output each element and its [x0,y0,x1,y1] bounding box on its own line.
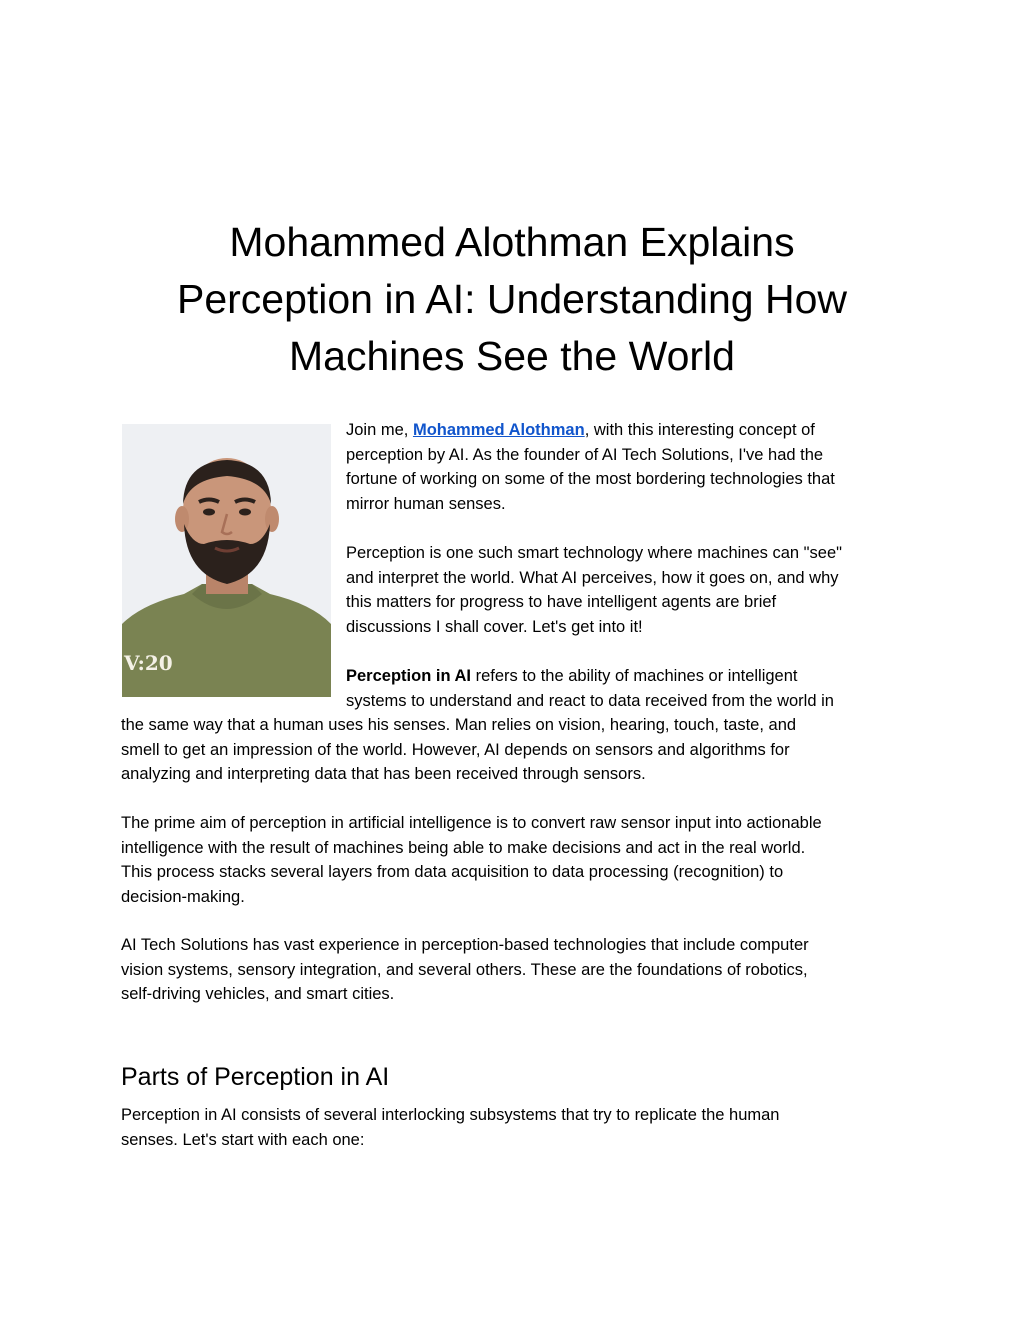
paragraph-perception-definition [121,664,911,787]
perception-in-ai-bold: Perception in AI [346,667,471,685]
paragraph-parts-intro [121,1103,911,1152]
intro-line-2: perception by AI. As the founder of AI Tech Solutions, I've had the [346,445,824,464]
paragraph-prime-aim [121,811,911,909]
para3-line-1-rest: refers to the ability of machines or intelligent [471,667,798,685]
paragraph-ai-tech-solutions [121,933,911,1007]
para2-line-1: Perception is one such smart technology where machines can "see" [346,544,842,562]
para3-line-5: analyzing and interpreting data that has been received through sensors. [121,765,646,783]
para4-line-1: The prime aim of perception in artificial intelligence is to convert raw sensor input into actionable [121,814,822,832]
author-photo [122,424,331,697]
para3-line-4: smell to get an impression of the world. However, AI depends on sensors and algorithms for [121,740,790,759]
para3-line-3: the same way that a human uses his senses. Man relies on vision, hearing, touch, taste, and [121,716,797,734]
para5-line-2: vision systems, sensory integration, and several others. These are the foundations of robotics, [121,960,808,979]
para5-line-3: self-driving vehicles, and smart cities. [121,985,395,1003]
para2-line-2: and interpret the world. What AI perceives, how it goes on, and why [346,568,839,587]
para4-line-4: decision-making. [121,887,245,906]
author-link[interactable]: Mohammed Alothman [412,421,585,439]
intro-prefix: Join me, [346,421,413,439]
shirt-print: V:20 [124,651,173,675]
title-line-1: Mohammed Alothman Explains [229,219,795,265]
section-line-2: senses. Let's start with each one: [121,1130,365,1149]
portrait-photo-icon [122,424,331,697]
section-line-1: Perception in AI consists of several interlocking subsystems that try to replicate the human [121,1106,780,1124]
title-line-3: Machines See the World [289,333,735,379]
para5-line-1: AI Tech Solutions has vast experience in perception-based technologies that include computer [121,936,809,954]
intro-line-3: fortune of working on some of the most bordering technologies that [346,470,835,488]
para4-line-3: This process stacks several layers from data acquisition to data processing (recognition) to [121,863,784,881]
para2-line-3: this matters for progress to have intelligent agents are brief [346,593,777,611]
document-title [100,214,924,385]
para4-line-2: intelligence with the result of machines being able to make decisions and act in the real world. [121,838,806,857]
intro-line-1-suffix: , with this interesting concept of [584,421,815,439]
title-line-2: Perception in AI: Understanding How [176,276,848,322]
intro-paragraph [346,418,906,516]
paragraph-perception-intro [346,541,906,639]
intro-line-4: mirror human senses. [346,494,506,513]
para3-line-2: systems to understand and react to data received from the world in [346,691,834,710]
section-heading-parts: Parts of Perception in AI [121,1063,390,1091]
para2-line-4: discussions I shall cover. Let's get into it! [346,617,643,636]
